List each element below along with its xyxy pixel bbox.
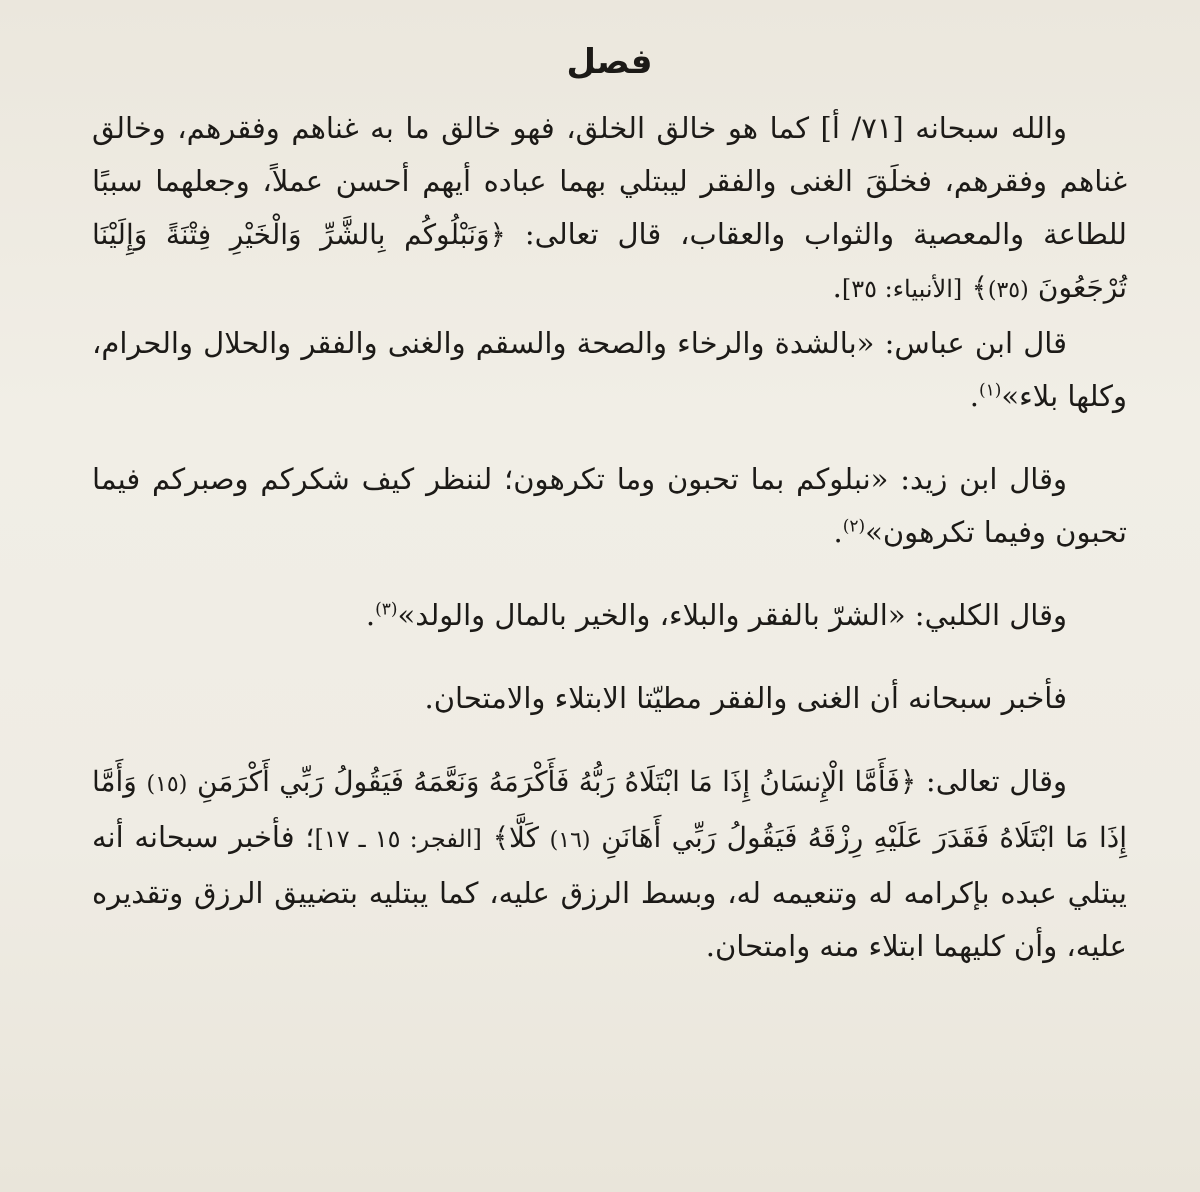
- paragraph-4: [92, 589, 1127, 642]
- quran-verse-15: ﴿فَأَمَّا الْإِنسَانُ إِذَا مَا ابْتَلَاهُ رَبُّهُ فَأَكْرَمَهُ وَنَعَّمَهُ فَيَقُولُ رَبِّي أَكْرَمَنِ: [197, 765, 917, 798]
- paragraph-1-end: .: [832, 270, 842, 304]
- paragraph-1: [92, 102, 1127, 317]
- paragraph-2-end: .: [969, 379, 979, 413]
- footnote-marker: (١): [978, 380, 1002, 401]
- quran-verse: ﴿وَنَبْلُوكُم بِالشَّرِّ وَالْخَيْرِ فِتْنَةً وَإِلَيْنَا تُرْجَعُونَ: [92, 218, 1127, 304]
- surah-reference: [الفجر: ١٥ ـ ١٧]: [314, 825, 482, 853]
- chapter-title: فصل: [566, 42, 653, 82]
- paragraph-3-text: وقال ابن زيد: «نبلوكم بما تحبون وما تكرهون؛ لننظر كيف شكركم وصبركم فيما تحبون وفيما تكرهون»: [92, 462, 1127, 549]
- paragraph-5: [92, 672, 1127, 725]
- ayah-number-mark: (٣٥): [987, 278, 1029, 303]
- paragraph-6-text: ؛ فأخبر سبحانه أنه يبتلي عبده بإكرامه له وتنعيمه له، وبسط الرزق عليه، كما يبتليه بتضييق الرزق وتقديره عليه، وأن كليهما ابتلاء منه وامتحان.: [92, 820, 1127, 963]
- paragraph-2: [92, 317, 1127, 423]
- paragraph-3: [92, 453, 1127, 559]
- quran-close-bracket: ﴾: [971, 271, 988, 304]
- paragraph-6: [92, 755, 1127, 973]
- surah-reference: [الأنبياء: ٣٥]: [841, 275, 963, 303]
- footnote-marker: (٢): [842, 516, 866, 537]
- quran-verse-16: وَأَمَّا إِذَا مَا ابْتَلَاهُ فَقَدَرَ عَلَيْهِ رِزْقَهُ فَيَقُولُ رَبِّي أَهَانَنِ: [92, 765, 1128, 854]
- ayah-number-mark: (١٦): [549, 828, 591, 853]
- paragraph-5-text: فأخبر سبحانه أن الغنى والفقر مطيّتا الابتلاء والامتحان.: [424, 681, 1067, 715]
- footnote-marker: (٣): [375, 599, 398, 620]
- ayah-number-mark: (١٥): [146, 772, 188, 797]
- paragraph-4-text: وقال الكلبي: «الشرّ بالفقر والبلاء، والخير بالمال والولد»: [397, 598, 1067, 632]
- paragraph-2-text: قال ابن عباس: «بالشدة والرخاء والصحة والسقم والغنى والفقر والحلال والحرام، وكلها بلاء»: [92, 326, 1127, 413]
- paragraph-3-end: .: [833, 515, 843, 549]
- paragraph-1-text: والله سبحانه [٧١/ أ] كما هو خالق الخلق، فهو خالق ما به غناهم وفقرهم، وخالق غناهم وفقرهم، فخلَقَ الغنى والفقر ليبتلي بهما عباده أيهم أحسن عملاً، وجعلهما سببًا للطاعة والمعصية والثواب والعقاب، قال تعالى:: [92, 111, 1128, 251]
- quran-verse-17: كَلَّا﴾: [492, 821, 540, 854]
- page-body: [92, 40, 1127, 973]
- paragraph-4-end: .: [365, 598, 376, 632]
- paragraph-6-intro: وقال تعالى:: [925, 764, 1068, 798]
